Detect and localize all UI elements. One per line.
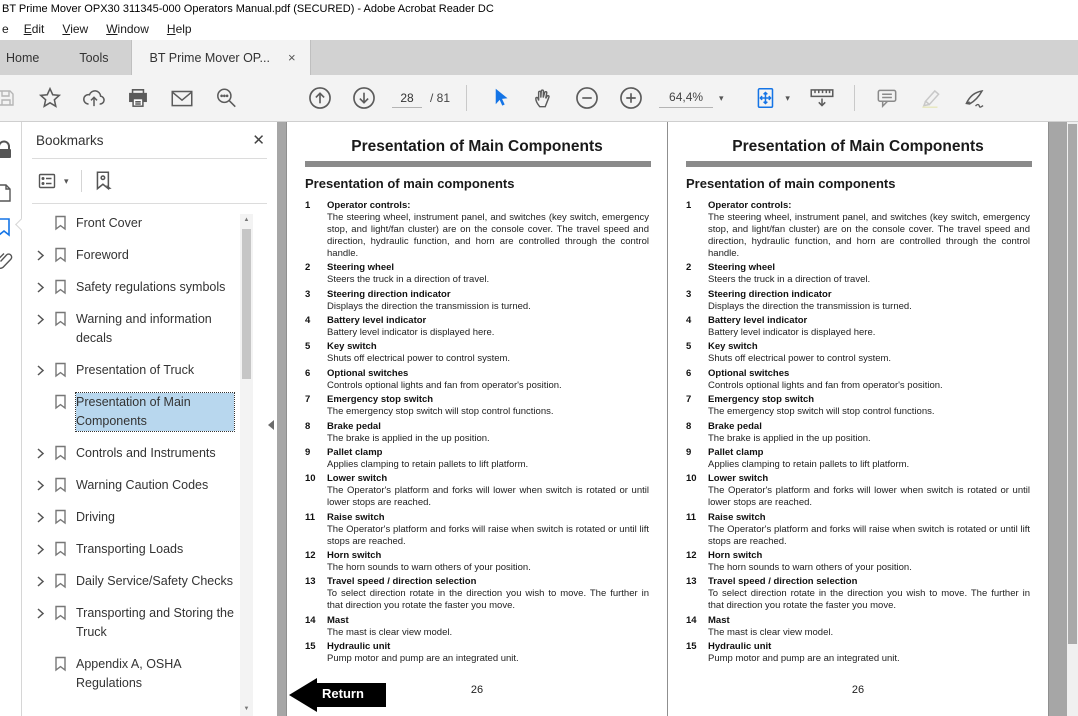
bookmark-icon xyxy=(54,310,76,327)
bookmark-label[interactable]: Driving xyxy=(76,510,115,524)
tab-tools[interactable]: Tools xyxy=(79,50,109,65)
page-folio: 26 xyxy=(851,684,865,696)
main-area xyxy=(0,122,1078,716)
item-number: 7 xyxy=(686,394,692,406)
item-description: Applies clamping to retain pallets to lift platform. xyxy=(327,458,529,470)
item-number: 2 xyxy=(686,262,692,274)
item-number: 3 xyxy=(305,288,311,300)
item-number: 14 xyxy=(686,614,697,626)
component-item xyxy=(686,447,1030,471)
component-item xyxy=(686,341,1030,365)
hand-tool-icon[interactable] xyxy=(529,82,557,114)
menu-item-edit[interactable]: Edit xyxy=(23,21,45,36)
item-description: The Operator's platform and forks will lower when switch is rotated or until lower stops are reached. xyxy=(327,485,649,509)
component-list xyxy=(686,200,1030,665)
item-number: 11 xyxy=(305,511,316,523)
bookmark-item[interactable] xyxy=(22,278,277,297)
component-item xyxy=(686,576,1030,612)
expand-chevron-icon[interactable] xyxy=(36,508,54,524)
print-icon[interactable] xyxy=(124,82,152,114)
page-number-input[interactable] xyxy=(392,88,422,108)
page-total-label: / 81 xyxy=(430,91,451,105)
bookmark-label[interactable]: Daily Service/Safety Checks xyxy=(76,574,234,588)
bookmarks-list xyxy=(22,204,277,690)
item-title: Pallet clamp xyxy=(327,446,383,458)
pdf-page-left xyxy=(287,122,667,716)
page-title: Presentation of Main Components xyxy=(351,138,603,155)
bookmark-item[interactable] xyxy=(22,572,277,591)
item-title: Travel speed / direction selection xyxy=(327,576,477,588)
expand-chevron-icon[interactable] xyxy=(36,214,54,230)
item-number: 3 xyxy=(686,288,692,300)
zoom-out-icon[interactable] xyxy=(573,82,601,114)
component-item xyxy=(305,394,649,418)
component-item xyxy=(305,576,649,612)
item-description: Pump motor and pump are an integrated unit. xyxy=(708,653,900,665)
item-description: Pump motor and pump are an integrated unit. xyxy=(327,653,519,665)
component-item xyxy=(686,315,1030,339)
menu-item-window[interactable]: Window xyxy=(106,21,149,36)
bookmark-item[interactable] xyxy=(22,508,277,527)
bookmarks-panel xyxy=(22,122,277,716)
expand-chevron-icon[interactable] xyxy=(36,604,54,620)
scrollbar-thumb[interactable] xyxy=(242,229,251,379)
item-title: Horn switch xyxy=(708,550,763,561)
bookmark-icon xyxy=(54,508,76,525)
bookmark-label[interactable]: Transporting Loads xyxy=(76,542,184,556)
navigation-rail xyxy=(0,122,22,716)
component-item xyxy=(305,200,649,260)
item-description: Battery level indicator is displayed here. xyxy=(708,326,876,338)
item-description: Steers the truck in a direction of travel. xyxy=(327,274,490,286)
item-title: Mast xyxy=(327,614,349,626)
item-title: Raise switch xyxy=(327,511,385,523)
bookmark-icon xyxy=(54,246,76,263)
window-titlebar xyxy=(0,0,1078,17)
item-title: Key switch xyxy=(708,341,758,353)
item-number: 10 xyxy=(686,473,697,485)
item-title: Lower switch xyxy=(327,473,388,485)
item-description: The brake is applied in the up position. xyxy=(708,432,871,444)
return-arrow-icon xyxy=(289,678,317,712)
title-rule xyxy=(305,161,651,167)
chevron-down-icon: ▾ xyxy=(719,92,724,103)
item-description: The Operator's platform and forks will raise when switch is rotated or until lift stops are reached. xyxy=(327,523,649,547)
item-description: Displays the direction the transmission is turned. xyxy=(327,300,531,312)
item-number: 12 xyxy=(305,550,316,561)
item-description: The Operator's platform and forks will lower when switch is rotated or until lower stops are reached. xyxy=(708,485,1030,509)
bookmark-icon xyxy=(54,604,76,621)
component-item xyxy=(305,421,649,445)
page-thumbnails-icon[interactable] xyxy=(0,182,15,204)
bookmark-label[interactable]: Appendix A, OSHA Regulations xyxy=(76,657,181,690)
item-title: Battery level indicator xyxy=(327,314,427,326)
bookmark-icon xyxy=(54,393,76,410)
chevron-down-icon: ▾ xyxy=(64,175,69,186)
item-number: 13 xyxy=(305,576,316,588)
bookmarks-panel-title: Bookmarks xyxy=(36,132,104,148)
menu-item-help[interactable]: Help xyxy=(166,21,192,36)
component-item xyxy=(686,394,1030,418)
item-number: 12 xyxy=(686,550,697,561)
expand-chevron-icon[interactable] xyxy=(36,393,54,409)
menu-item-e[interactable]: e xyxy=(2,21,9,36)
bookmark-options-icon[interactable] xyxy=(36,170,69,192)
bookmark-label[interactable]: Warning Caution Codes xyxy=(76,478,209,492)
item-title: Emergency stop switch xyxy=(327,394,434,406)
component-item xyxy=(305,289,649,313)
expand-chevron-icon[interactable] xyxy=(36,361,54,377)
zoom-level-value: 64,4% xyxy=(659,88,713,108)
title-rule xyxy=(686,161,1032,167)
bookmark-item[interactable] xyxy=(22,310,277,348)
item-number: 8 xyxy=(686,420,692,432)
lock-icon[interactable] xyxy=(0,140,15,162)
item-title: Battery level indicator xyxy=(708,314,808,326)
item-number: 9 xyxy=(305,446,311,458)
expand-chevron-icon[interactable] xyxy=(36,278,54,294)
item-title: Pallet clamp xyxy=(708,446,764,458)
item-number: 5 xyxy=(305,341,311,353)
item-description: Displays the direction the transmission is turned. xyxy=(708,300,912,312)
component-item xyxy=(305,262,649,286)
component-item xyxy=(686,421,1030,445)
item-description: Applies clamping to retain pallets to lift platform. xyxy=(708,458,910,470)
tab-home[interactable]: Home xyxy=(6,50,40,65)
bookmarks-toolbar xyxy=(22,159,277,203)
item-title: Raise switch xyxy=(708,511,766,523)
item-number: 9 xyxy=(686,446,692,458)
item-number: 1 xyxy=(305,200,311,211)
item-description: The steering wheel, instrument panel, and switches (key switch, emergency stop, and light/fan cluster) are on the console cover. The travel speed and direction, hydraulic function, and horn are controlled through the control handle. xyxy=(708,212,1030,259)
bookmark-label[interactable]: Warning and information decals xyxy=(76,312,212,345)
favorites-star-icon[interactable] xyxy=(36,82,64,114)
save-icon[interactable] xyxy=(0,82,20,114)
highlight-icon[interactable] xyxy=(917,82,945,114)
bookmark-label[interactable]: Presentation of Main Components xyxy=(76,393,234,431)
item-title: Travel speed / direction selection xyxy=(708,576,858,588)
close-panel-icon[interactable]: ✕ xyxy=(252,132,265,149)
return-button[interactable] xyxy=(289,678,386,712)
component-item xyxy=(305,473,649,509)
item-description: The mast is clear view model. xyxy=(708,626,834,638)
window-title: BT Prime Mover OPX30 311345-000 Operators Manual.pdf (SECURED) - Adobe Acrobat Reader DC xyxy=(2,2,494,15)
menu-bar xyxy=(0,17,1078,40)
component-item xyxy=(686,368,1030,392)
item-title: Brake pedal xyxy=(708,420,762,432)
bookmark-icon xyxy=(54,540,76,557)
bookmark-item[interactable] xyxy=(22,361,277,380)
item-title: Key switch xyxy=(327,341,377,353)
expand-chevron-icon[interactable] xyxy=(36,476,54,492)
component-item xyxy=(686,262,1030,286)
item-title: Operator controls: xyxy=(708,200,792,211)
tab-strip xyxy=(0,40,1078,75)
item-description: Shuts off electrical power to control system. xyxy=(708,353,892,365)
bookmark-item[interactable] xyxy=(22,214,277,233)
item-number: 4 xyxy=(305,314,311,326)
item-description: The horn sounds to warn others of your position. xyxy=(327,562,531,573)
item-description: Controls optional lights and fan from operator's position. xyxy=(708,379,943,391)
zoom-level-select[interactable] xyxy=(659,88,724,108)
item-number: 6 xyxy=(305,367,311,379)
bookmark-icon xyxy=(54,361,76,378)
component-item xyxy=(686,512,1030,548)
item-description: The Operator's platform and forks will raise when switch is rotated or until lift stops are reached. xyxy=(708,523,1030,547)
bookmark-label[interactable]: Front Cover xyxy=(76,216,142,230)
item-title: Emergency stop switch xyxy=(708,394,815,406)
panel-collapse-handle[interactable] xyxy=(265,412,277,438)
scroll-down-icon[interactable]: ▼ xyxy=(243,706,250,712)
item-description: The mast is clear view model. xyxy=(327,626,453,638)
component-item xyxy=(686,550,1030,574)
item-description: The steering wheel, instrument panel, and switches (key switch, emergency stop, and light/fan cluster) are on the console cover. The travel speed and direction, hydraulic function, and horn are controlled through the control handle. xyxy=(327,212,649,259)
item-title: Steering wheel xyxy=(327,262,395,274)
bookmark-icon xyxy=(54,278,76,295)
bookmark-label[interactable]: Presentation of Truck xyxy=(76,363,195,377)
next-page-icon[interactable] xyxy=(350,82,378,114)
item-description: To select direction rotate in the direction you wish to move. The further in that direction you rotate the faster you move. xyxy=(708,588,1030,612)
item-title: Hydraulic unit xyxy=(708,641,772,653)
chevron-down-icon: ▾ xyxy=(785,92,790,103)
tab-close-icon[interactable]: × xyxy=(287,50,296,65)
item-title: Operator controls: xyxy=(327,200,411,211)
item-title: Horn switch xyxy=(327,550,382,561)
bookmark-label[interactable]: Transporting and Storing the Truck xyxy=(76,606,234,639)
item-title: Steering direction indicator xyxy=(708,288,832,300)
document-area xyxy=(277,122,1078,716)
bookmark-icon xyxy=(54,476,76,493)
expand-chevron-icon[interactable] xyxy=(36,246,54,262)
page-folio: 26 xyxy=(470,684,484,696)
previous-page-icon[interactable] xyxy=(306,82,334,114)
component-item xyxy=(305,615,649,639)
comment-icon[interactable] xyxy=(873,82,901,114)
main-toolbar xyxy=(0,75,1078,122)
collapse-left-icon xyxy=(268,420,274,430)
bookmarks-panel-icon[interactable] xyxy=(0,216,15,238)
new-bookmark-icon[interactable] xyxy=(92,169,116,193)
pdf-page-right xyxy=(668,122,1048,716)
bookmarks-scrollbar[interactable] xyxy=(240,214,253,716)
component-item xyxy=(686,473,1030,509)
email-icon[interactable] xyxy=(168,82,196,114)
item-description: To select direction rotate in the direction you wish to move. The further in that direction you rotate the faster you move. xyxy=(327,588,649,612)
component-item xyxy=(686,200,1030,260)
component-item xyxy=(305,447,649,471)
bookmark-label[interactable]: Foreword xyxy=(76,248,129,262)
component-list xyxy=(305,200,649,665)
item-number: 4 xyxy=(686,314,692,326)
bookmark-icon xyxy=(54,655,76,672)
item-number: 10 xyxy=(305,473,316,485)
share-cloud-icon[interactable] xyxy=(80,82,108,114)
scroll-up-icon[interactable]: ▲ xyxy=(243,217,250,223)
bookmark-item[interactable] xyxy=(22,476,277,495)
item-number: 15 xyxy=(686,641,697,653)
bookmark-item[interactable] xyxy=(22,604,277,642)
toolbar-visibility-icon[interactable] xyxy=(808,82,836,114)
expand-chevron-icon[interactable] xyxy=(36,655,54,671)
page-subtitle: Presentation of main components xyxy=(686,176,896,191)
component-item xyxy=(305,315,649,339)
item-title: Hydraulic unit xyxy=(327,641,391,653)
tab-document-label: BT Prime Mover OP... xyxy=(149,50,270,65)
component-item xyxy=(305,341,649,365)
item-number: 11 xyxy=(686,511,697,523)
page-subtitle: Presentation of main components xyxy=(305,176,515,191)
item-number: 15 xyxy=(305,641,316,653)
expand-chevron-icon[interactable] xyxy=(36,444,54,460)
expand-chevron-icon[interactable] xyxy=(36,540,54,556)
item-number: 14 xyxy=(305,614,316,626)
component-item xyxy=(686,615,1030,639)
return-label: Return xyxy=(316,683,386,707)
component-item xyxy=(305,550,649,574)
fit-page-icon[interactable] xyxy=(752,82,792,114)
item-description: Steers the truck in a direction of travel. xyxy=(708,274,871,286)
bookmark-icon xyxy=(54,444,76,461)
bookmark-item[interactable] xyxy=(22,540,277,559)
item-number: 6 xyxy=(686,367,692,379)
item-description: Battery level indicator is displayed here. xyxy=(327,326,495,338)
item-number: 13 xyxy=(686,576,697,588)
item-title: Lower switch xyxy=(708,473,769,485)
fill-sign-icon[interactable] xyxy=(961,82,989,114)
item-description: The emergency stop switch will stop control functions. xyxy=(708,406,935,418)
bookmark-label[interactable]: Safety regulations symbols xyxy=(76,280,226,294)
item-title: Steering direction indicator xyxy=(327,288,451,300)
item-title: Mast xyxy=(708,614,730,626)
item-description: The horn sounds to warn others of your position. xyxy=(708,562,912,573)
component-item xyxy=(686,289,1030,313)
tab-document[interactable] xyxy=(131,40,311,75)
component-item xyxy=(305,641,649,665)
menu-item-view[interactable]: View xyxy=(62,21,89,36)
zoom-in-icon[interactable] xyxy=(617,82,645,114)
item-title: Brake pedal xyxy=(327,420,381,432)
page-title: Presentation of Main Components xyxy=(732,138,984,155)
item-description: Shuts off electrical power to control system. xyxy=(327,353,511,365)
component-item xyxy=(686,641,1030,665)
expand-chevron-icon[interactable] xyxy=(36,572,54,588)
document-scrollbar[interactable] xyxy=(1067,122,1078,716)
bookmark-item[interactable] xyxy=(22,393,277,431)
bookmark-icon xyxy=(54,572,76,589)
item-number: 8 xyxy=(305,420,311,432)
bookmark-item[interactable] xyxy=(22,655,277,690)
bookmark-item[interactable] xyxy=(22,444,277,463)
item-number: 5 xyxy=(686,341,692,353)
expand-chevron-icon[interactable] xyxy=(36,310,54,326)
select-tool-icon[interactable] xyxy=(485,82,513,114)
bookmark-item[interactable] xyxy=(22,246,277,265)
attachments-icon[interactable] xyxy=(0,250,15,272)
search-icon[interactable] xyxy=(212,82,240,114)
bookmark-icon xyxy=(54,214,76,231)
component-item xyxy=(305,512,649,548)
item-number: 7 xyxy=(305,394,311,406)
item-description: The brake is applied in the up position. xyxy=(327,432,490,444)
item-description: The emergency stop switch will stop control functions. xyxy=(327,406,554,418)
item-number: 2 xyxy=(305,262,311,274)
bookmark-label[interactable]: Controls and Instruments xyxy=(76,446,216,460)
item-description: Controls optional lights and fan from operator's position. xyxy=(327,379,562,391)
scrollbar-thumb[interactable] xyxy=(1068,124,1077,644)
component-item xyxy=(305,368,649,392)
item-title: Optional switches xyxy=(708,367,790,379)
item-title: Optional switches xyxy=(327,367,409,379)
item-title: Steering wheel xyxy=(708,262,776,274)
item-number: 1 xyxy=(686,200,692,211)
